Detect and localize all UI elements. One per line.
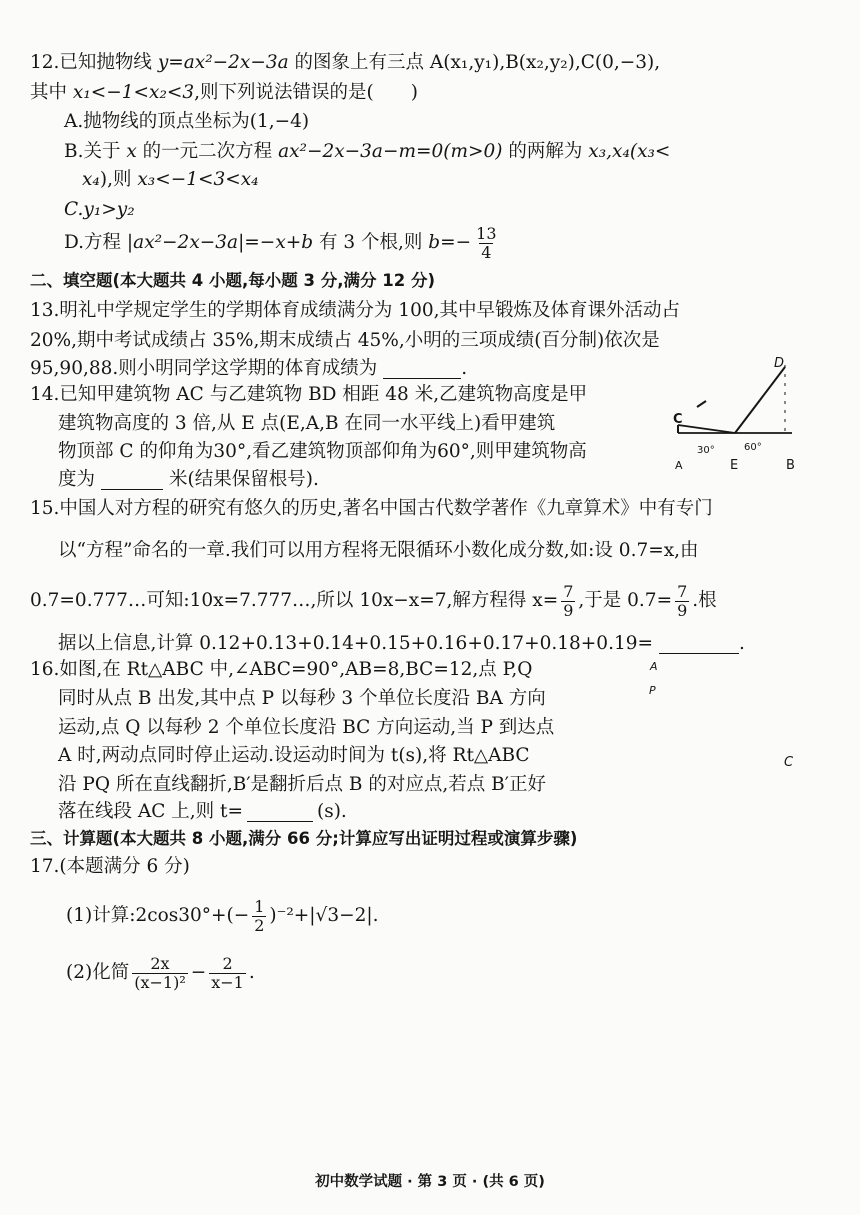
q14-line2: 建筑物高度的 3 倍,从 E 点(E,A,B 在同一水平线上)看甲建筑 <box>58 413 556 434</box>
q16-line2: 同时从点 B 出发,其中点 P 以每秒 3 个单位长度沿 BA 方向 <box>58 688 546 709</box>
fig14-label-d: D <box>774 356 785 371</box>
q12-option-d <box>64 225 502 261</box>
q12-option-c <box>64 201 135 220</box>
q16-text: 落在线段 AC 上,则 t= <box>58 801 243 822</box>
q12-option-b-line2 <box>82 171 259 190</box>
q12-line1 <box>30 54 660 73</box>
q12-d-text: D.方程 | <box>64 232 134 254</box>
sight-line-ed <box>735 367 785 433</box>
q12-parabola: y=ax²−2x−3a <box>157 52 289 73</box>
fraction-numerator: 2 <box>222 954 233 973</box>
fig16-label-a: A <box>650 660 658 673</box>
q17-heading: 17.(本题满分 6 分) <box>30 856 190 877</box>
q15-term: 0.13 <box>255 633 298 654</box>
q15-term: 0.18 <box>539 633 581 654</box>
q15-term: 0.19 <box>596 633 638 654</box>
q12-d-fraction <box>474 225 498 261</box>
q12-b-x4: x₄ <box>82 169 100 190</box>
q17-p1-fraction <box>252 898 266 934</box>
q12-option-a: A.抛物线的顶点坐标为(1,−4) <box>64 111 310 132</box>
q15-answer-blank[interactable] <box>659 637 739 654</box>
mark <box>697 401 706 407</box>
q15-text2: ,于是 0.7= <box>578 590 673 612</box>
q12-d-expr: ax²−2x−3a <box>133 232 239 254</box>
section-2-heading: 二、填空题(本大题共 4 小题,每小题 3 分,满分 12 分) <box>30 271 436 290</box>
q15-period: . <box>739 633 745 654</box>
fraction-numerator: 13 <box>476 224 497 243</box>
fraction-denominator: 4 <box>481 242 492 262</box>
fraction-numerator: 2x <box>150 954 170 973</box>
q15-text3: .根 <box>692 590 717 612</box>
fig14-label-e: E <box>730 458 739 473</box>
fraction-denominator: (x−1)² <box>134 972 186 992</box>
q15-term: 0.16 <box>426 633 468 654</box>
q15-term: 0.17 <box>482 633 525 654</box>
q16-line4: A 时,两动点同时停止运动.设运动时间为 t(s),将 Rt△ABC <box>58 745 530 766</box>
q16-line3: 运动,点 Q 以每秒 2 个单位长度沿 BC 方向运动,当 P 到达点 <box>58 717 555 738</box>
fig14-label-c: C <box>673 412 683 427</box>
q15-text4: 据以上信息,计算 <box>58 633 200 654</box>
q16-answer-blank[interactable] <box>247 805 313 822</box>
q12-d-b: b=− <box>428 232 472 254</box>
q13-period: . <box>461 358 468 379</box>
q17-p2-fraction2 <box>209 955 246 991</box>
q14-line4 <box>58 471 319 490</box>
sight-line-ec <box>678 425 735 433</box>
fraction-denominator: x−1 <box>211 972 244 992</box>
fraction-denominator: 9 <box>677 600 688 620</box>
q12-ask: ,则下列说法错误的是( ) <box>194 82 418 103</box>
fig14-angle-60: 60° <box>744 442 762 453</box>
q14-unit-note: 米(结果保留根号). <box>169 469 319 490</box>
fraction-numerator: 1 <box>254 897 265 916</box>
q17-p2-period: . <box>248 962 255 984</box>
fraction-numerator: 7 <box>677 582 688 601</box>
fig14-label-b: B <box>786 458 795 473</box>
page-footer: 初中数学试题 · 第 3 页 · (共 6 页) <box>315 1174 545 1190</box>
fraction-denominator: 2 <box>254 915 265 935</box>
q12-line2 <box>30 84 418 103</box>
q16-line1: 16.如图,在 Rt△ABC 中,∠ABC=90°,AB=8,BC=12,点 P,Q <box>30 659 533 680</box>
q12-b-roots: x₃,x₄(x₃< <box>588 141 671 162</box>
q12-option-b-line1 <box>64 143 670 162</box>
q15-equals: = <box>637 633 654 654</box>
q17-part2 <box>66 955 255 991</box>
fig14-angle-30: 30° <box>697 445 715 456</box>
q16-line6 <box>58 803 347 822</box>
q14-text: 度为 <box>58 469 96 490</box>
q12-text3: 其中 <box>30 82 73 103</box>
q14-line1: 14.已知甲建筑物 AC 与乙建筑物 BD 相距 48 米,乙建筑物高度是甲 <box>30 384 588 405</box>
fig16-label-p: P <box>649 684 656 697</box>
q12-d-eq: |=− <box>238 232 276 254</box>
fraction-denominator: 9 <box>563 600 574 620</box>
q12-b-text: B.关于 <box>64 141 127 162</box>
q12-c-text: C.y₁>y₂ <box>64 199 135 220</box>
q12-text2: 的图象上有三点 <box>288 52 430 73</box>
q12-b-text2: 的一元二次方程 <box>136 141 279 162</box>
q12-b-var: x <box>126 141 137 162</box>
q12-text: 12.已知抛物线 <box>30 52 158 73</box>
fig14-label-a: A <box>675 459 683 472</box>
q12-d-line: x+b <box>275 232 314 254</box>
q17-p1-text: (1)计算:2cos30°+(− <box>66 905 250 927</box>
q16-line5: 沿 PQ 所在直线翻折,B′是翻折后点 B 的对应点,若点 B′正好 <box>58 774 546 795</box>
q12-points: A(x₁,y₁),B(x₂,y₂),C(0,−3), <box>429 52 661 73</box>
q15-fraction-2 <box>675 583 689 619</box>
q15-text: 0.7=0.777…可知:10x=7.777…,所以 10x−x=7,解方程得 x= <box>30 590 559 612</box>
q13-line2: 20%,期中考试成绩占 35%,期末成绩占 45%,小明的三项成绩(百分制)依次是 <box>30 330 660 351</box>
fraction-numerator: 7 <box>563 582 574 601</box>
section-3-heading: 三、计算题(本大题共 8 小题,满分 66 分;计算应写出证明过程或演算步骤) <box>30 829 578 848</box>
q15-line4: 据以上信息,计算 0.12+0.13+0.14+0.15+0.16+0.17+0.18+0.19= . <box>58 633 745 654</box>
q15-line1: 15.中国人对方程的研究有悠久的历史,著名中国古代数学著作《九章算术》中有专门 <box>30 498 713 519</box>
q12-b-then: ),则 <box>99 169 138 190</box>
q13-line3 <box>30 360 467 379</box>
q14-line3: 物顶部 C 的仰角为30°,看乙建筑物顶部仰角为60°,则甲建筑物高 <box>58 441 587 462</box>
q13-line1: 13.明礼中学规定学生的学期体育成绩满分为 100,其中早锻炼及体育课外活动占 <box>30 300 680 321</box>
q13-answer-blank[interactable] <box>383 362 461 379</box>
q15-fraction-1 <box>561 583 575 619</box>
q17-p2-text: (2)化简 <box>66 962 130 984</box>
q16-unit: (s). <box>316 801 347 822</box>
q17-part1 <box>66 898 378 934</box>
q15-term: 0.12 <box>199 633 241 654</box>
fig16-label-c: C <box>784 755 794 770</box>
q14-answer-blank[interactable] <box>101 473 163 490</box>
q15-line2: 以“方程”命名的一章.我们可以用方程将无限循环小数化成分数,如:设 0.7=x,由 <box>58 540 699 561</box>
q15-line3 <box>30 583 717 619</box>
q14-figure <box>670 355 810 455</box>
q17-p2-minus: − <box>190 962 207 984</box>
q12-b-text3: 的两解为 <box>502 141 589 162</box>
q15-term: 0.14 <box>312 633 354 654</box>
q12-d-text2: 有 3 个根,则 <box>313 232 429 254</box>
q17-p2-fraction1 <box>132 955 188 991</box>
q12-b-equation: ax²−2x−3a−m=0(m>0) <box>278 141 503 162</box>
q12-b-inequality: x₃<−1<3<x₄ <box>137 169 259 190</box>
q12-condition: x₁<−1<x₂<3 <box>72 82 195 103</box>
q13-text: 95,90,88.则小明同学这学期的体育成绩为 <box>30 358 378 379</box>
q17-p1-text2: )⁻²+|√3−2|. <box>269 905 379 927</box>
q15-term: 0.15 <box>369 633 411 654</box>
